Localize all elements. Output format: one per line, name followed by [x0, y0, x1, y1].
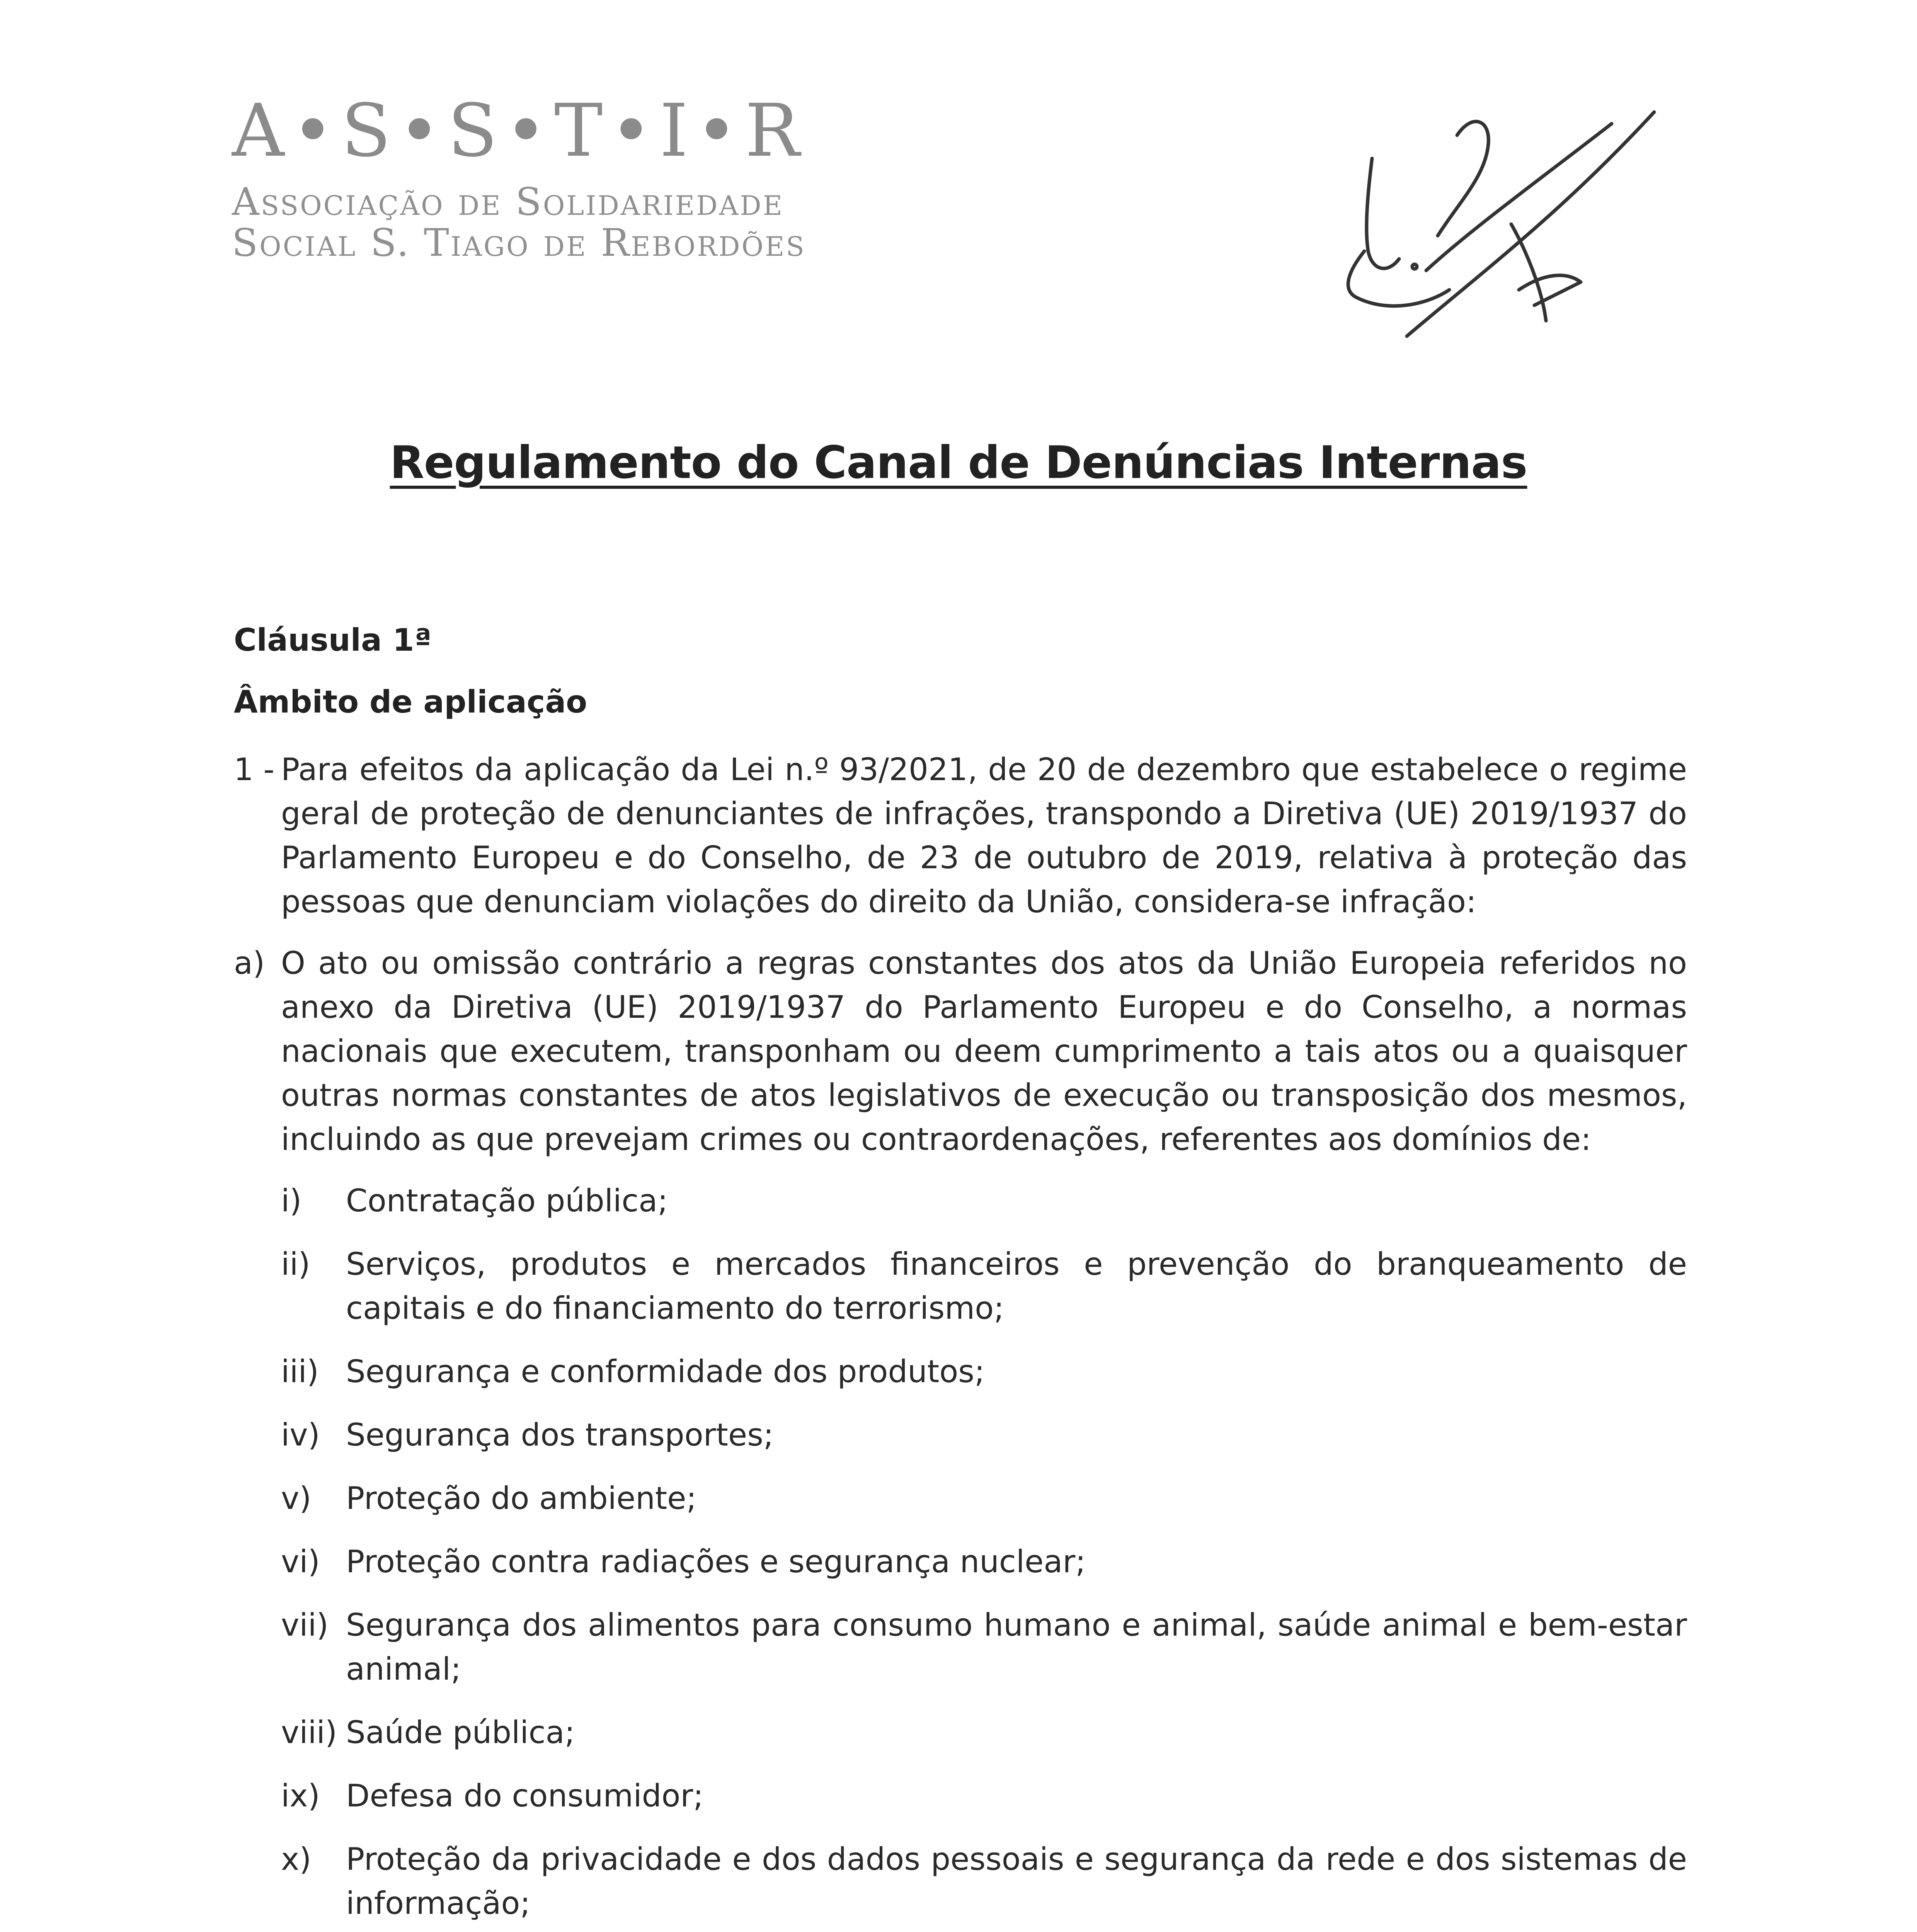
- subitem-marker: i): [281, 1183, 302, 1219]
- subitem-x: [234, 1837, 1687, 1925]
- subitem-vi: [234, 1540, 1687, 1584]
- subitem-marker: v): [281, 1480, 312, 1516]
- paragraph-1: [234, 748, 1687, 924]
- subitem-marker: viii): [281, 1714, 337, 1750]
- subitem-marker: iii): [281, 1354, 319, 1389]
- subitem-vii: [234, 1603, 1687, 1691]
- document-title: Regulamento do Canal de Denúncias Internas: [390, 437, 1527, 489]
- subitem-marker: iv): [281, 1417, 320, 1453]
- subitem-text: Saúde pública;: [346, 1714, 575, 1750]
- clause-number: Cláusula 1ª: [234, 622, 432, 658]
- handwritten-signature: [1310, 89, 1677, 359]
- subitem-marker: vi): [281, 1544, 320, 1580]
- subitem-marker: ix): [281, 1778, 320, 1814]
- subitem-text: Serviços, produtos e mercados financeiros e prevenção do branqueamento de capitais e do financiamento do terrorismo;: [346, 1246, 1687, 1326]
- subitem-ix: [234, 1774, 1687, 1818]
- subitem-marker: vii): [281, 1607, 329, 1643]
- subitem-iv: [234, 1413, 1687, 1457]
- subitem-text: Proteção contra radiações e segurança nuclear;: [346, 1544, 1086, 1580]
- subitem-marker: x): [281, 1841, 312, 1877]
- subitem-text: Segurança dos alimentos para consumo humano e animal, saúde animal e bem-estar animal;: [346, 1607, 1687, 1687]
- subitem-i: [234, 1179, 1687, 1223]
- logo-name-line-1: Associação de Solidariedade: [232, 180, 784, 224]
- subitem-text: Defesa do consumidor;: [346, 1778, 704, 1814]
- subitem-marker: ii): [281, 1246, 310, 1282]
- subitem-viii: [234, 1711, 1687, 1755]
- subitem-v: [234, 1476, 1687, 1520]
- clause-heading: Âmbito de aplicação: [234, 684, 587, 720]
- subitem-iii: [234, 1350, 1687, 1394]
- subitem-text: Proteção do ambiente;: [346, 1480, 697, 1516]
- item-marker: a): [234, 945, 265, 981]
- logo-acronym: A•S•S•T•I•R: [232, 88, 807, 173]
- paragraph-marker: 1 -: [234, 752, 275, 787]
- document-body: [234, 748, 1687, 1932]
- subitem-text: Contratação pública;: [346, 1183, 668, 1219]
- organization-logo: [232, 88, 807, 265]
- item-a: [234, 941, 1687, 1162]
- item-text: O ato ou omissão contrário a regras constantes dos atos da União Europeia referidos no anexo da Diretiva (UE) 2019/1937 do Parlamento Europeu e do Conselho, a normas nacionais que executem, transponham ou deem cumprimento a tais atos ou a quaisquer outras normas constantes de atos legislativos de execução ou transposição dos mesmos, incluindo as que prevejam crimes ou contraordenações, referentes aos domínios de:: [281, 945, 1687, 1157]
- subitem-text: Segurança dos transportes;: [346, 1417, 774, 1453]
- subitem-ii: [234, 1242, 1687, 1330]
- paragraph-text: Para efeitos da aplicação da Lei n.º 93/2021, de 20 de dezembro que estabelece o regime geral de proteção de denunciantes de infrações, transpondo a Diretiva (UE) 2019/1937 do Parlamento Europeu e do Conselho, de 23 de outubro de 2019, relativa à proteção das pessoas que denunciam violações do direito da União, considera-se infração:: [281, 752, 1687, 920]
- logo-name-line-2: Social S. Tiago de Rebordões: [232, 221, 806, 265]
- subitem-text: Segurança e conformidade dos produtos;: [346, 1354, 985, 1389]
- subitem-text: Proteção da privacidade e dos dados pessoais e segurança da rede e dos sistemas de informação;: [346, 1841, 1687, 1921]
